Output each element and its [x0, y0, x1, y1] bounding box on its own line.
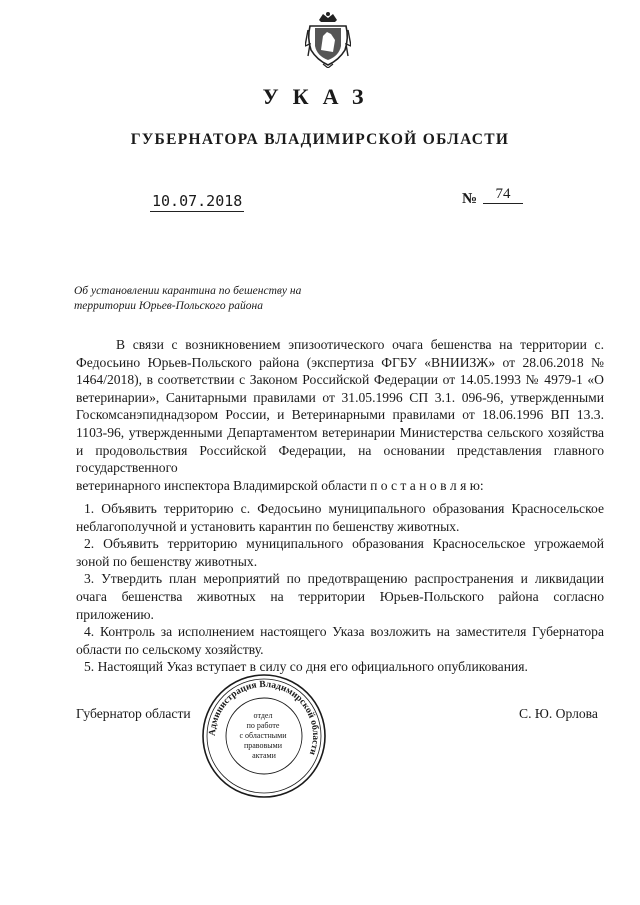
official-stamp — [200, 672, 328, 800]
document-date: 10.07.2018 — [152, 192, 243, 210]
stamp-inner-text: отдел по работе с областными правовыми актами — [239, 711, 287, 760]
decree-item: 5. Настоящий Указ вступает в силу со дня его официального опубликования. — [84, 659, 528, 675]
document-number: 74 — [483, 186, 523, 204]
issuer-title: ГУБЕРНАТОРА ВЛАДИМИРСКОЙ ОБЛАСТИ — [130, 131, 510, 148]
preamble-text: В связи с возникновением эпизоотического очага бешенства на территории с. Федосьино Юрьев-Польского района (экспертиза ФГБУ «ВНИИЗЖ» от 28.06.2018 № 1464/2018), в соответствии с Законом Российской Федерации от 14.05.1993 № 4979-1 «О ветеринарии», Санитарными правилами от 31.05.1996 СП 3.1. 096-96, утвержденными Госкомсанэпиднадзором России, и Ветеринарными правилами от 18.06.1996 ВП 13.3. 1103-96, утвержденными Департаментом ветеринарии Министерства сельского хозяйства и продовольствия Российской Федерации, на основании представления главного государственного — [76, 337, 604, 476]
decree-item: 4. Контроль за исполнением настоящего Указа возложить на заместителя Губернатора области по сельскому хозяйству. — [76, 624, 604, 657]
coat-of-arms-icon — [305, 10, 351, 68]
signer-position: Губернатор области — [76, 706, 191, 721]
document-type-title: УКАЗ — [262, 84, 378, 109]
signer-name: С. Ю. Орлова — [519, 706, 598, 721]
decree-item: 2. Объявить территорию муниципального образования Красносельское угрожаемой зоной по бешенству животных. — [76, 536, 604, 569]
preamble-paragraph — [76, 336, 604, 494]
stamp-outer-text: Администрация Владимирской области — [207, 679, 321, 757]
decree-item: 1. Объявить территорию с. Федосьино муниципального образования Красносельское неблагополучной и установить карантин по бешенству животных. — [76, 501, 604, 534]
number-label: № — [462, 191, 478, 207]
decree-items — [76, 500, 604, 676]
document-heading — [74, 284, 374, 314]
heading-line-1: Об установлении карантина по бешенству на — [74, 285, 302, 297]
decree-item: 3. Утвердить план мероприятий по предотвращению распространения и ликвидации очага бешенства животных на территории Юрьев-Польского района согласно приложению. — [76, 571, 604, 622]
preamble-text-end: ветеринарного инспектора Владимирской области п о с т а н о в л я ю: — [76, 477, 484, 493]
heading-line-2: территории Юрьев-Польского района — [74, 300, 263, 312]
